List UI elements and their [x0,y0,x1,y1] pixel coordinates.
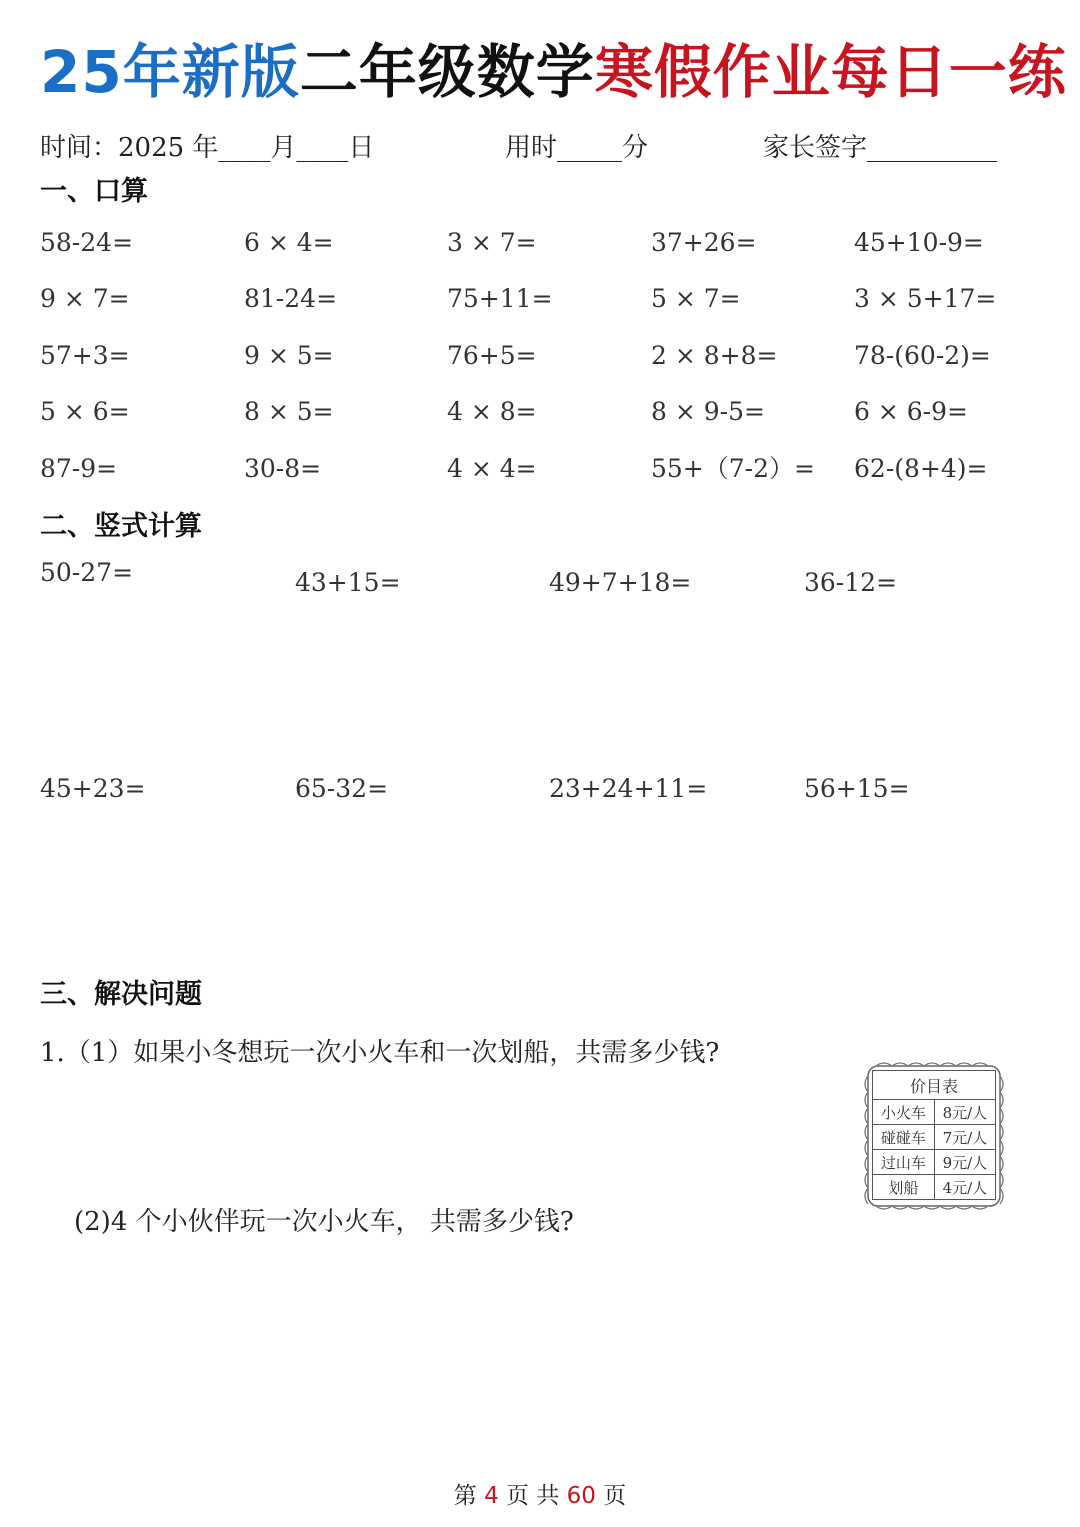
vertical-problem: 56+15= [804,774,910,803]
oral-problem: 45+10-9= [854,228,984,257]
oral-problem: 55+（7-2）= [651,454,815,483]
section-heading-problems: 三、解决问题 [40,979,202,1010]
price-value: 9元/人 [934,1150,995,1175]
vertical-problem: 43+15= [295,568,401,597]
title-part-3: 寒假作业每日一练 [594,38,1067,106]
price-table [862,1062,1006,1210]
oral-problem: 4 × 4= [447,454,537,483]
oral-problem: 57+3= [40,341,130,370]
price-item: 划船 [873,1175,935,1200]
oral-problem: 3 × 7= [447,228,537,257]
footer-suffix: 页 [603,1483,627,1509]
price-table-title: 价目表 [873,1071,996,1100]
parent-signature-field: 家长签字__________ [763,133,998,163]
vertical-problem: 23+24+11= [549,774,708,803]
oral-problem: 5 × 6= [40,397,130,426]
oral-problem: 78-(60-2)= [854,341,991,370]
oral-problem: 8 × 9-5= [651,397,765,426]
vertical-problem: 36-12= [804,568,898,597]
oral-problem: 37+26= [651,228,757,257]
oral-problem: 9 × 5= [244,341,334,370]
oral-problem: 2 × 8+8= [651,341,778,370]
price-value: 7元/人 [934,1125,995,1150]
vertical-problem: 65-32= [295,774,389,803]
oral-problem: 81-24= [244,284,338,313]
oral-problem: 3 × 5+17= [854,284,997,313]
oral-problem: 87-9= [40,454,118,483]
oral-problem: 8 × 5= [244,397,334,426]
oral-problem: 76+5= [447,341,537,370]
footer-prefix: 第 [453,1483,477,1509]
page-title [40,32,1067,112]
section-heading-oral: 一、口算 [40,176,148,207]
time-used-field: 用时_____分 [505,133,649,163]
price-item: 碰碰车 [873,1125,935,1150]
oral-problem: 6 × 6-9= [854,397,968,426]
price-item: 小火车 [873,1100,935,1125]
oral-problem: 30-8= [244,454,322,483]
oral-problem: 58-24= [40,228,134,257]
vertical-problem: 50-27= [40,558,134,587]
date-field: 时间：2025 年____月____日 [40,133,375,163]
title-part-2: 二年级数学 [299,38,595,106]
total-pages-number: 60 [566,1483,596,1509]
footer-middle: 页 共 [506,1483,560,1509]
question-2: (2)4 个小伙伴玩一次小火车， 共需多少钱? [74,1207,574,1237]
price-value: 8元/人 [934,1100,995,1125]
section-heading-vertical: 二、竖式计算 [40,511,202,542]
title-part-1: 25年新版 [40,38,300,106]
oral-problem: 4 × 8= [447,397,537,426]
oral-problem: 62-(8+4)= [854,454,988,483]
vertical-problem: 49+7+18= [549,568,692,597]
vertical-problem: 45+23= [40,774,146,803]
oral-problem: 5 × 7= [651,284,741,313]
oral-problem: 75+11= [447,284,553,313]
oral-problem: 9 × 7= [40,284,130,313]
question-1: 1.（1）如果小冬想玩一次小火车和一次划船，共需多少钱? [40,1038,720,1068]
page-footer [0,1477,1080,1510]
price-item: 过山车 [873,1150,935,1175]
current-page-number: 4 [484,1483,499,1509]
oral-problem: 6 × 4= [244,228,334,257]
price-value: 4元/人 [934,1175,995,1200]
